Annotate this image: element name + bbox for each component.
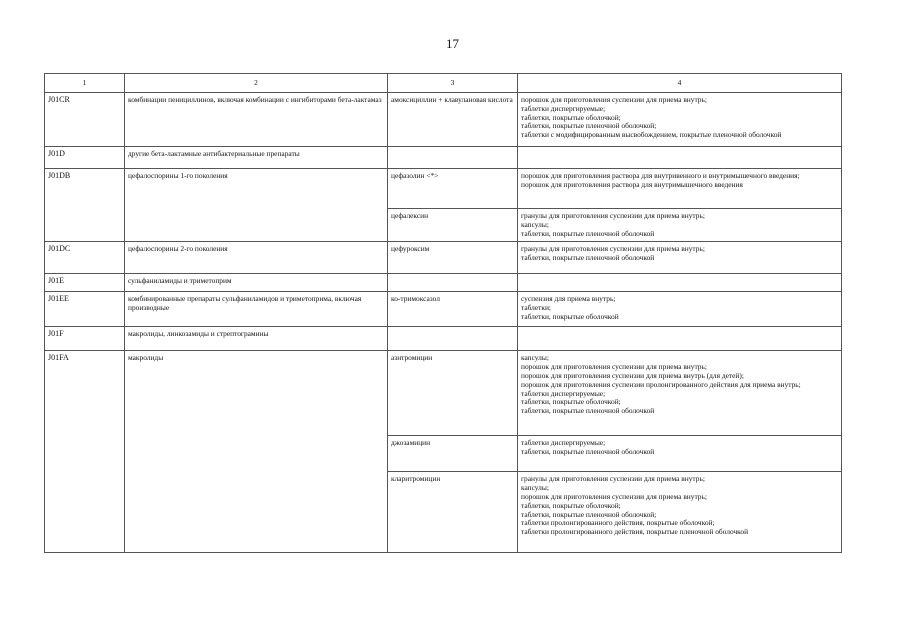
dosage-form: таблетки, покрытые пленочной оболочкой — [521, 406, 655, 416]
dosage-forms-cell — [518, 472, 842, 553]
dosage-form: суспензия для приема внутрь; — [521, 294, 616, 304]
dosage-forms-cell — [518, 242, 842, 274]
dosage-forms-cell — [518, 436, 842, 472]
atc-code-cell: J01D — [45, 147, 125, 169]
drug-name-cell — [388, 274, 518, 292]
dosage-form: порошок для приготовления суспензии для приема внутрь; — [521, 491, 707, 501]
drug-name-cell: цефалексин — [388, 209, 518, 242]
dosage-form: таблетки диспергируемые; — [521, 388, 606, 398]
group-name-cell: макролиды, линкозамиды и стрептограмины — [125, 327, 388, 351]
atc-code-cell: J01F — [45, 327, 125, 351]
dosage-form: капсулы; — [521, 219, 549, 229]
dosage-form: порошок для приготовления раствора для внутримышечного введения — [521, 179, 743, 189]
dosage-forms-cell — [518, 147, 842, 169]
dosage-form: таблетки пролонгированного действия, покрытые оболочкой; — [521, 518, 715, 528]
drug-name-cell: джозамицин — [388, 436, 518, 472]
dosage-form: порошок для приготовления суспензии для приема внутрь; — [521, 95, 707, 104]
dosage-form: таблетки, покрытые оболочкой; — [521, 500, 621, 510]
drug-name-cell: цефуроксим — [388, 242, 518, 274]
atc-code-cell: J01CR — [45, 93, 125, 147]
dosage-forms-cell — [518, 327, 842, 351]
dosage-form: таблетки, покрытые пленочной оболочкой — [521, 228, 655, 238]
atc-code-cell: J01E — [45, 274, 125, 292]
drug-name-cell — [388, 147, 518, 169]
table-header-row — [45, 74, 842, 93]
dosage-form: таблетки диспергируемые; — [521, 103, 606, 113]
dosage-forms-cell — [518, 169, 842, 209]
dosage-forms-cell — [518, 292, 842, 327]
table-row — [45, 93, 842, 147]
dosage-forms-cell — [518, 351, 842, 436]
dosage-forms-cell — [518, 274, 842, 292]
table-row — [45, 351, 842, 436]
dosage-form: таблетки, покрытые пленочной оболочкой; — [521, 121, 657, 131]
dosage-form: таблетки, покрытые пленочной оболочкой; — [521, 509, 657, 519]
dosage-forms-cell — [518, 209, 842, 242]
column-header: 4 — [518, 74, 842, 93]
dosage-form: таблетки; — [521, 303, 551, 313]
table-row — [45, 169, 842, 209]
group-name-cell: макролиды — [125, 351, 388, 553]
dosage-form: таблетки, покрытые пленочной оболочкой — [521, 447, 655, 457]
dosage-form: гранулы для приготовления суспензии для приема внутрь; — [521, 211, 705, 220]
drug-name-cell: амоксициллин + клавулановая кислота — [388, 93, 518, 147]
column-header: 1 — [45, 74, 125, 93]
table-body — [45, 93, 842, 553]
atc-code-cell: J01EE — [45, 292, 125, 327]
drug-name-cell: кларитромицин — [388, 472, 518, 553]
atc-code-cell: J01FA — [45, 351, 125, 553]
dosage-form: капсулы; — [521, 483, 549, 493]
dosage-form: таблетки с модифицированным высвобождением, покрытые пленочной оболочкой — [521, 130, 782, 140]
drug-name-cell — [388, 327, 518, 351]
dosage-form: порошок для приготовления суспензии для приема внутрь; — [521, 362, 707, 372]
group-name-cell: комбинации пенициллинов, включая комбинации с ингибиторами бета-лактамаз — [125, 93, 388, 147]
dosage-form: порошок для приготовления суспензии для приема внутрь (для детей); — [521, 370, 744, 380]
dosage-form: таблетки пролонгированного действия, покрытые пленочной оболочкой — [521, 527, 749, 537]
drug-name-cell: цефазолин <*> — [388, 169, 518, 209]
dosage-form: таблетки, покрытые пленочной оболочкой — [521, 253, 655, 263]
table-row — [45, 292, 842, 327]
group-name-cell: цефалоспорины 2-го поколения — [125, 242, 388, 274]
dosage-form: таблетки, покрытые оболочкой; — [521, 397, 621, 407]
atc-code-cell: J01DB — [45, 169, 125, 242]
drug-name-cell: азитромицин — [388, 351, 518, 436]
drug-name-cell: ко-тримоксазол — [388, 292, 518, 327]
dosage-form: таблетки, покрытые оболочкой — [521, 311, 619, 321]
group-name-cell: комбинированные препараты сульфаниламидов и триметоприма, включая производные — [125, 292, 388, 327]
group-name-cell: цефалоспорины 1-го поколения — [125, 169, 388, 242]
group-name-cell: сульфаниламиды и триметоприм — [125, 274, 388, 292]
column-header: 3 — [388, 74, 518, 93]
dosage-form: порошок для приготовления раствора для внутривенного и внутримышечного введения; — [521, 171, 800, 180]
group-name-cell: другие бета-лактамные антибактериальные препараты — [125, 147, 388, 169]
dosage-form: гранулы для приготовления суспензии для приема внутрь; — [521, 474, 705, 484]
table-row — [45, 327, 842, 351]
dosage-form: капсулы; — [521, 353, 549, 363]
dosage-forms-cell — [518, 93, 842, 147]
dosage-form: таблетки диспергируемые; — [521, 438, 606, 448]
table-row — [45, 274, 842, 292]
dosage-form: таблетки, покрытые оболочкой; — [521, 112, 621, 122]
page-number: 17 — [446, 36, 459, 51]
drug-table — [44, 73, 842, 553]
table-row — [45, 147, 842, 169]
table-row — [45, 242, 842, 274]
dosage-form: порошок для приготовления суспензии пролонгированного действия для приема внутрь; — [521, 379, 801, 389]
column-header: 2 — [125, 74, 388, 93]
atc-code-cell: J01DC — [45, 242, 125, 274]
dosage-form: гранулы для приготовления суспензии для приема внутрь; — [521, 244, 705, 254]
